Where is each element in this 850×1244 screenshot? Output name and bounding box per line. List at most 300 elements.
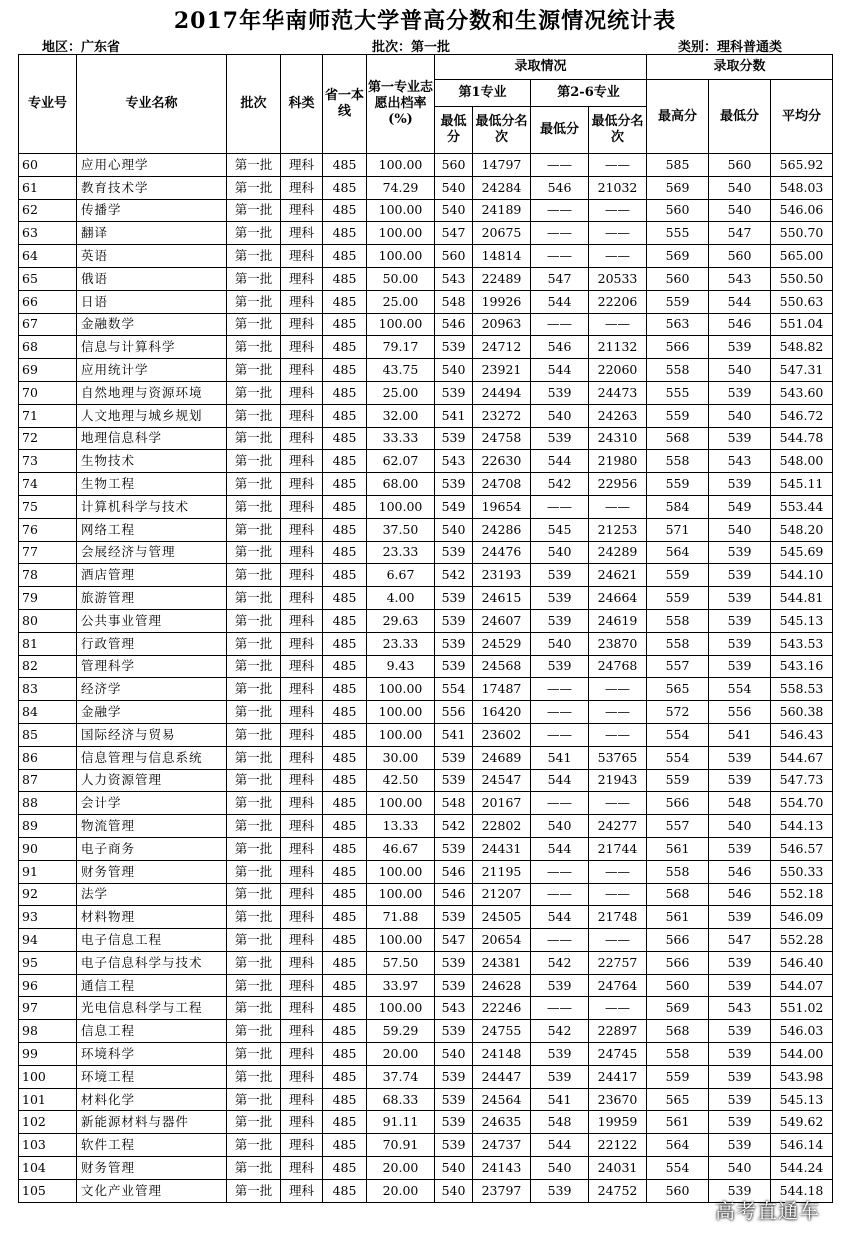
cell-other-min-score: 539 xyxy=(531,564,589,587)
cell-subject: 理科 xyxy=(281,245,323,268)
cell-first-min-rank: 24564 xyxy=(473,1088,531,1111)
cell-subject: 理科 xyxy=(281,427,323,450)
cell-subject: 理科 xyxy=(281,723,323,746)
cell-other-min-rank: —— xyxy=(589,860,647,883)
cell-avg: 546.40 xyxy=(771,951,833,974)
cell-batch: 第一批 xyxy=(227,1088,281,1111)
cell-batch: 第一批 xyxy=(227,587,281,610)
cell-first-min-score: 543 xyxy=(435,997,473,1020)
cell-code: 92 xyxy=(19,883,77,906)
cell-other-min-rank: 22897 xyxy=(589,1020,647,1043)
cell-other-min-rank: 24768 xyxy=(589,655,647,678)
cell-other-min-score: 541 xyxy=(531,746,589,769)
header-max: 最高分 xyxy=(647,80,709,154)
cell-batch: 第一批 xyxy=(227,929,281,952)
cell-subject: 理科 xyxy=(281,450,323,473)
cell-subject: 理科 xyxy=(281,997,323,1020)
cell-rate: 100.00 xyxy=(367,997,435,1020)
cell-line: 485 xyxy=(323,199,367,222)
cell-first-min-score: 547 xyxy=(435,222,473,245)
cell-other-min-rank: 22757 xyxy=(589,951,647,974)
cell-max: 555 xyxy=(647,222,709,245)
cell-avg: 544.00 xyxy=(771,1043,833,1066)
cell-min: 540 xyxy=(709,404,771,427)
cell-rate: 50.00 xyxy=(367,267,435,290)
cell-code: 61 xyxy=(19,176,77,199)
cell-min: 544 xyxy=(709,290,771,313)
cell-avg: 548.00 xyxy=(771,450,833,473)
cell-subject: 理科 xyxy=(281,313,323,336)
cell-other-min-score: 546 xyxy=(531,336,589,359)
cell-max: 563 xyxy=(647,313,709,336)
cell-code: 88 xyxy=(19,792,77,815)
cell-subject: 理科 xyxy=(281,404,323,427)
cell-name: 国际经济与贸易 xyxy=(77,723,227,746)
cell-min: 543 xyxy=(709,450,771,473)
cell-min: 539 xyxy=(709,564,771,587)
cell-code: 86 xyxy=(19,746,77,769)
cell-code: 95 xyxy=(19,951,77,974)
cell-first-min-score: 539 xyxy=(435,427,473,450)
cell-line: 485 xyxy=(323,1020,367,1043)
cell-max: 559 xyxy=(647,587,709,610)
cell-max: 566 xyxy=(647,792,709,815)
cell-rate: 23.33 xyxy=(367,632,435,655)
cell-min: 539 xyxy=(709,769,771,792)
cell-name: 自然地理与资源环境 xyxy=(77,381,227,404)
cell-rate: 6.67 xyxy=(367,564,435,587)
cell-other-min-rank: 24417 xyxy=(589,1065,647,1088)
cell-avg: 558.53 xyxy=(771,678,833,701)
cell-rate: 4.00 xyxy=(367,587,435,610)
cell-first-min-rank: 20167 xyxy=(473,792,531,815)
cell-batch: 第一批 xyxy=(227,701,281,724)
cell-subject: 理科 xyxy=(281,1157,323,1180)
cell-first-min-score: 548 xyxy=(435,792,473,815)
cell-other-min-rank: 24745 xyxy=(589,1043,647,1066)
cell-first-min-rank: 24615 xyxy=(473,587,531,610)
header-code: 专业号 xyxy=(19,55,77,154)
cell-min: 539 xyxy=(709,1134,771,1157)
table-row xyxy=(19,199,833,222)
cell-min: 539 xyxy=(709,1179,771,1202)
cell-rate: 37.74 xyxy=(367,1065,435,1088)
cell-avg: 548.82 xyxy=(771,336,833,359)
cell-batch: 第一批 xyxy=(227,245,281,268)
cell-min: 539 xyxy=(709,336,771,359)
cell-first-min-score: 560 xyxy=(435,154,473,177)
cell-max: 571 xyxy=(647,518,709,541)
cell-rate: 37.50 xyxy=(367,518,435,541)
cell-batch: 第一批 xyxy=(227,792,281,815)
header-other-min-score: 最低分 xyxy=(531,107,589,154)
cell-batch: 第一批 xyxy=(227,609,281,632)
cell-subject: 理科 xyxy=(281,290,323,313)
cell-name: 教育技术学 xyxy=(77,176,227,199)
cell-max: 585 xyxy=(647,154,709,177)
cell-max: 558 xyxy=(647,860,709,883)
cell-other-min-rank: —— xyxy=(589,792,647,815)
cell-min: 539 xyxy=(709,837,771,860)
cell-batch: 第一批 xyxy=(227,450,281,473)
cell-max: 558 xyxy=(647,359,709,382)
cell-first-min-score: 539 xyxy=(435,974,473,997)
cell-avg: 546.14 xyxy=(771,1134,833,1157)
cell-rate: 13.33 xyxy=(367,815,435,838)
cell-line: 485 xyxy=(323,974,367,997)
cell-name: 信息工程 xyxy=(77,1020,227,1043)
cell-subject: 理科 xyxy=(281,1065,323,1088)
cell-first-min-score: 539 xyxy=(435,1065,473,1088)
cell-avg: 547.73 xyxy=(771,769,833,792)
cell-line: 485 xyxy=(323,997,367,1020)
cell-first-min-rank: 24447 xyxy=(473,1065,531,1088)
cell-subject: 理科 xyxy=(281,1043,323,1066)
cell-subject: 理科 xyxy=(281,199,323,222)
cell-first-min-score: 539 xyxy=(435,1134,473,1157)
cell-name: 人力资源管理 xyxy=(77,769,227,792)
cell-first-min-score: 539 xyxy=(435,632,473,655)
cell-first-min-score: 548 xyxy=(435,290,473,313)
cell-first-min-rank: 19926 xyxy=(473,290,531,313)
cell-first-min-rank: 24568 xyxy=(473,655,531,678)
cell-max: 554 xyxy=(647,723,709,746)
cell-avg: 549.62 xyxy=(771,1111,833,1134)
cell-subject: 理科 xyxy=(281,974,323,997)
cell-first-min-rank: 20675 xyxy=(473,222,531,245)
cell-subject: 理科 xyxy=(281,815,323,838)
cell-other-min-score: 540 xyxy=(531,1157,589,1180)
cell-min: 547 xyxy=(709,929,771,952)
cell-name: 会展经济与管理 xyxy=(77,541,227,564)
cell-first-min-score: 539 xyxy=(435,655,473,678)
cell-max: 559 xyxy=(647,564,709,587)
cell-min: 539 xyxy=(709,655,771,678)
cell-avg: 546.06 xyxy=(771,199,833,222)
cell-line: 485 xyxy=(323,381,367,404)
cell-max: 557 xyxy=(647,655,709,678)
cell-other-min-score: 539 xyxy=(531,974,589,997)
cell-code: 63 xyxy=(19,222,77,245)
cell-avg: 545.13 xyxy=(771,1088,833,1111)
cell-rate: 100.00 xyxy=(367,199,435,222)
cell-name: 环境科学 xyxy=(77,1043,227,1066)
cell-avg: 545.11 xyxy=(771,473,833,496)
cell-name: 会计学 xyxy=(77,792,227,815)
table-row xyxy=(19,336,833,359)
cell-first-min-rank: 24143 xyxy=(473,1157,531,1180)
cell-max: 558 xyxy=(647,450,709,473)
cell-other-min-score: —— xyxy=(531,860,589,883)
cell-line: 485 xyxy=(323,222,367,245)
table-row xyxy=(19,746,833,769)
cell-max: 565 xyxy=(647,678,709,701)
cell-code: 85 xyxy=(19,723,77,746)
header-other-min-rank: 最低分名次 xyxy=(589,107,647,154)
cell-subject: 理科 xyxy=(281,564,323,587)
cell-first-min-score: 546 xyxy=(435,313,473,336)
cell-batch: 第一批 xyxy=(227,1111,281,1134)
cell-rate: 25.00 xyxy=(367,290,435,313)
cell-batch: 第一批 xyxy=(227,154,281,177)
cell-name: 生物技术 xyxy=(77,450,227,473)
cell-avg: 544.78 xyxy=(771,427,833,450)
cell-first-min-score: 541 xyxy=(435,723,473,746)
cell-name: 材料物理 xyxy=(77,906,227,929)
cell-rate: 100.00 xyxy=(367,860,435,883)
header-other-majors: 第2-6专业 xyxy=(531,80,647,107)
cell-first-min-score: 543 xyxy=(435,267,473,290)
cell-first-min-score: 539 xyxy=(435,951,473,974)
table-row xyxy=(19,1157,833,1180)
cell-name: 网络工程 xyxy=(77,518,227,541)
table-row xyxy=(19,381,833,404)
cell-other-min-rank: 21132 xyxy=(589,336,647,359)
cell-code: 93 xyxy=(19,906,77,929)
cell-rate: 68.33 xyxy=(367,1088,435,1111)
cell-avg: 551.02 xyxy=(771,997,833,1020)
cell-first-min-rank: 24607 xyxy=(473,609,531,632)
cell-line: 485 xyxy=(323,541,367,564)
cell-other-min-score: 539 xyxy=(531,587,589,610)
cell-avg: 550.63 xyxy=(771,290,833,313)
cell-avg: 543.60 xyxy=(771,381,833,404)
cell-name: 财务管理 xyxy=(77,1157,227,1180)
cell-max: 559 xyxy=(647,473,709,496)
cell-first-min-rank: 24529 xyxy=(473,632,531,655)
cell-line: 485 xyxy=(323,951,367,974)
cell-code: 102 xyxy=(19,1111,77,1134)
cell-max: 558 xyxy=(647,632,709,655)
table-row xyxy=(19,290,833,313)
cell-other-min-rank: 24310 xyxy=(589,427,647,450)
cell-line: 485 xyxy=(323,336,367,359)
cell-min: 543 xyxy=(709,997,771,1020)
cell-batch: 第一批 xyxy=(227,541,281,564)
cell-avg: 565.00 xyxy=(771,245,833,268)
table-row xyxy=(19,1111,833,1134)
cell-line: 485 xyxy=(323,473,367,496)
cell-avg: 550.50 xyxy=(771,267,833,290)
cell-rate: 57.50 xyxy=(367,951,435,974)
cell-subject: 理科 xyxy=(281,746,323,769)
cell-rate: 23.33 xyxy=(367,541,435,564)
cell-name: 文化产业管理 xyxy=(77,1179,227,1202)
table-row xyxy=(19,655,833,678)
cell-min: 540 xyxy=(709,199,771,222)
cell-first-min-rank: 20963 xyxy=(473,313,531,336)
cell-first-min-score: 540 xyxy=(435,1157,473,1180)
table-row xyxy=(19,495,833,518)
cell-min: 540 xyxy=(709,815,771,838)
cell-code: 89 xyxy=(19,815,77,838)
cell-subject: 理科 xyxy=(281,473,323,496)
cell-avg: 544.13 xyxy=(771,815,833,838)
cell-other-min-rank: 22122 xyxy=(589,1134,647,1157)
cell-avg: 543.98 xyxy=(771,1065,833,1088)
cell-first-min-score: 539 xyxy=(435,381,473,404)
cell-rate: 100.00 xyxy=(367,701,435,724)
cell-line: 485 xyxy=(323,1111,367,1134)
cell-first-min-score: 546 xyxy=(435,860,473,883)
cell-code: 79 xyxy=(19,587,77,610)
cell-min: 556 xyxy=(709,701,771,724)
cell-name: 经济学 xyxy=(77,678,227,701)
cell-rate: 70.91 xyxy=(367,1134,435,1157)
cell-first-min-score: 556 xyxy=(435,701,473,724)
cell-batch: 第一批 xyxy=(227,951,281,974)
cell-subject: 理科 xyxy=(281,929,323,952)
cell-batch: 第一批 xyxy=(227,473,281,496)
cell-line: 485 xyxy=(323,632,367,655)
cell-first-min-score: 539 xyxy=(435,541,473,564)
cell-other-min-rank: 24752 xyxy=(589,1179,647,1202)
table-row xyxy=(19,564,833,587)
table-row xyxy=(19,473,833,496)
cell-line: 485 xyxy=(323,313,367,336)
cell-name: 旅游管理 xyxy=(77,587,227,610)
cell-first-min-rank: 22802 xyxy=(473,815,531,838)
cell-code: 84 xyxy=(19,701,77,724)
cell-other-min-score: 539 xyxy=(531,1043,589,1066)
cell-code: 64 xyxy=(19,245,77,268)
cell-name: 光电信息科学与工程 xyxy=(77,997,227,1020)
header-scores-group: 录取分数 xyxy=(647,55,833,80)
cell-avg: 546.03 xyxy=(771,1020,833,1043)
cell-max: 569 xyxy=(647,176,709,199)
cell-other-min-rank: —— xyxy=(589,678,647,701)
table-row xyxy=(19,723,833,746)
cell-max: 568 xyxy=(647,883,709,906)
table-row xyxy=(19,222,833,245)
cell-other-min-score: 545 xyxy=(531,518,589,541)
cell-rate: 30.00 xyxy=(367,746,435,769)
cell-min: 539 xyxy=(709,541,771,564)
cell-line: 485 xyxy=(323,290,367,313)
cell-first-min-rank: 16420 xyxy=(473,701,531,724)
cell-first-min-score: 542 xyxy=(435,564,473,587)
cell-code: 91 xyxy=(19,860,77,883)
cell-other-min-rank: 21744 xyxy=(589,837,647,860)
cell-name: 英语 xyxy=(77,245,227,268)
cell-rate: 46.67 xyxy=(367,837,435,860)
header-first-min-score: 最低分 xyxy=(435,107,473,154)
cell-first-min-rank: 24476 xyxy=(473,541,531,564)
table-row xyxy=(19,1088,833,1111)
cell-batch: 第一批 xyxy=(227,655,281,678)
cell-rate: 79.17 xyxy=(367,336,435,359)
cell-min: 539 xyxy=(709,1020,771,1043)
cell-batch: 第一批 xyxy=(227,564,281,587)
cell-name: 俄语 xyxy=(77,267,227,290)
cell-other-min-rank: 24473 xyxy=(589,381,647,404)
cell-code: 62 xyxy=(19,199,77,222)
cell-first-min-rank: 22489 xyxy=(473,267,531,290)
cell-first-min-score: 539 xyxy=(435,746,473,769)
cell-avg: 544.81 xyxy=(771,587,833,610)
cell-first-min-rank: 24708 xyxy=(473,473,531,496)
cell-avg: 545.13 xyxy=(771,609,833,632)
cell-max: 560 xyxy=(647,1179,709,1202)
cell-avg: 546.09 xyxy=(771,906,833,929)
header-admission-group: 录取情况 xyxy=(435,55,647,80)
cell-first-min-rank: 24635 xyxy=(473,1111,531,1134)
cell-subject: 理科 xyxy=(281,769,323,792)
cell-first-min-rank: 14814 xyxy=(473,245,531,268)
cell-code: 77 xyxy=(19,541,77,564)
cell-min: 540 xyxy=(709,176,771,199)
cell-batch: 第一批 xyxy=(227,1020,281,1043)
cell-rate: 68.00 xyxy=(367,473,435,496)
cell-code: 76 xyxy=(19,518,77,541)
cell-other-min-rank: 24664 xyxy=(589,587,647,610)
cell-subject: 理科 xyxy=(281,518,323,541)
cell-first-min-rank: 23272 xyxy=(473,404,531,427)
cell-line: 485 xyxy=(323,1134,367,1157)
cell-batch: 第一批 xyxy=(227,313,281,336)
cell-rate: 100.00 xyxy=(367,678,435,701)
cell-first-min-score: 546 xyxy=(435,883,473,906)
table-row xyxy=(19,951,833,974)
table-row xyxy=(19,541,833,564)
cell-min: 560 xyxy=(709,245,771,268)
cell-other-min-score: 544 xyxy=(531,769,589,792)
cell-other-min-score: —— xyxy=(531,495,589,518)
cell-first-min-score: 540 xyxy=(435,359,473,382)
cell-name: 金融数学 xyxy=(77,313,227,336)
cell-batch: 第一批 xyxy=(227,404,281,427)
cell-line: 485 xyxy=(323,815,367,838)
cell-other-min-rank: 20533 xyxy=(589,267,647,290)
cell-batch: 第一批 xyxy=(227,883,281,906)
cell-avg: 544.67 xyxy=(771,746,833,769)
cell-first-min-rank: 20654 xyxy=(473,929,531,952)
cell-first-min-rank: 24189 xyxy=(473,199,531,222)
cell-first-min-score: 560 xyxy=(435,245,473,268)
cell-code: 66 xyxy=(19,290,77,313)
cell-other-min-score: —— xyxy=(531,678,589,701)
cell-name: 电子商务 xyxy=(77,837,227,860)
cell-max: 569 xyxy=(647,245,709,268)
cell-first-min-rank: 23602 xyxy=(473,723,531,746)
cell-subject: 理科 xyxy=(281,951,323,974)
cell-line: 485 xyxy=(323,860,367,883)
cell-code: 96 xyxy=(19,974,77,997)
cell-subject: 理科 xyxy=(281,1179,323,1202)
cell-name: 地理信息科学 xyxy=(77,427,227,450)
cell-subject: 理科 xyxy=(281,359,323,382)
cell-rate: 43.75 xyxy=(367,359,435,382)
cell-first-min-rank: 21207 xyxy=(473,883,531,906)
cell-subject: 理科 xyxy=(281,837,323,860)
cell-other-min-score: 540 xyxy=(531,404,589,427)
cell-max: 558 xyxy=(647,609,709,632)
cell-first-min-score: 543 xyxy=(435,450,473,473)
cell-code: 82 xyxy=(19,655,77,678)
cell-batch: 第一批 xyxy=(227,815,281,838)
cell-line: 485 xyxy=(323,655,367,678)
cell-batch: 第一批 xyxy=(227,632,281,655)
table-row xyxy=(19,404,833,427)
cell-max: 560 xyxy=(647,199,709,222)
cell-line: 485 xyxy=(323,792,367,815)
cell-other-min-score: 539 xyxy=(531,655,589,678)
cell-avg: 544.07 xyxy=(771,974,833,997)
cell-other-min-score: —— xyxy=(531,701,589,724)
cell-min: 554 xyxy=(709,678,771,701)
cell-code: 100 xyxy=(19,1065,77,1088)
cell-first-min-rank: 24494 xyxy=(473,381,531,404)
